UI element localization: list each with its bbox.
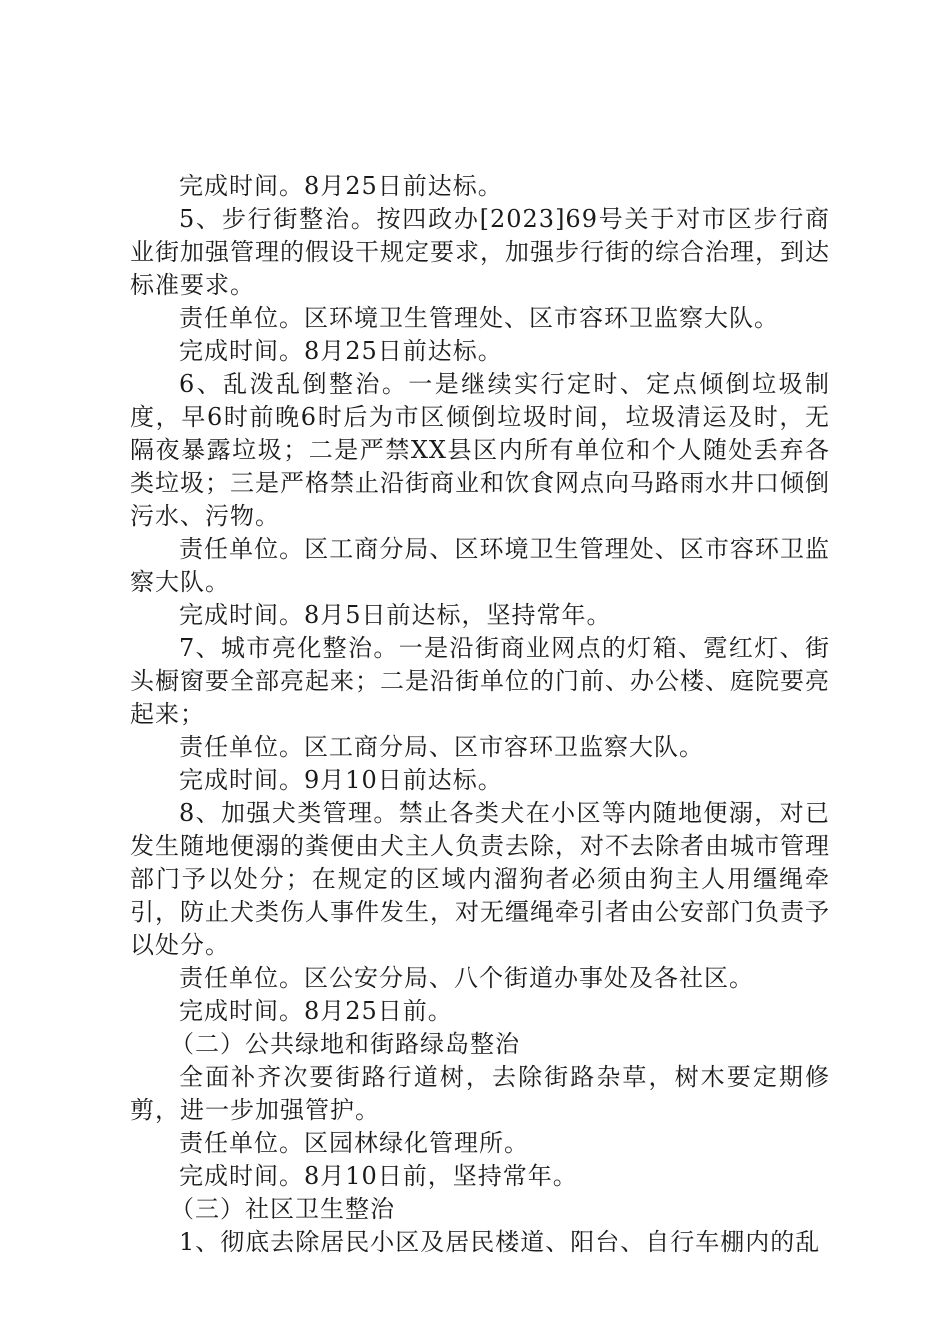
paragraph-responsible-unit-4: 责任单位。区公安分局、八个街道办事处及各社区。 [179,964,754,992]
paragraph-responsible-unit-3: 责任单位。区工商分局、区市容环卫监察大队。 [179,733,704,761]
paragraph-responsible-unit-1: 责任单位。区环境卫生管理处、区市容环卫监察大队。 [179,304,779,332]
paragraph-dog-management: 8、加强犬类管理。禁止各类犬在小区等内随地便溺，对已发生随地便溺的粪便由犬主人负责去除，对不去除者由城市管理部门予以处分；在规定的区域内溜狗者必须由狗主人用缰绳牵引，防止犬类伤人事件发生，对无缰绳牵引者由公安部门负责予以处分。 [130,799,830,959]
section-heading-green-space: （二）公共绿地和街路绿岛整治 [170,1030,520,1058]
paragraph-responsible-unit-5: 责任单位。区园林绿化管理所。 [179,1129,529,1157]
paragraph-completion-time-1: 完成时间。8月25日前达标。 [179,172,503,200]
paragraph-completion-time-4: 完成时间。9月10日前达标。 [179,766,503,794]
paragraph-completion-time-2: 完成时间。8月25日前达标。 [179,337,503,365]
paragraph-completion-time-5: 完成时间。8月25日前。 [179,997,453,1025]
paragraph-pedestrian-street: 5、步行街整治。按四政办[2023]69号关于对市区步行商业街加强管理的假设干规定要求，加强步行街的综合治理，到达标准要求。 [130,205,830,299]
paragraph-dumping-rectification: 6、乱泼乱倒整治。一是继续实行定时、定点倾倒垃圾制度，早6时前晚6时后为市区倾倒垃圾时间，垃圾清运及时，无隔夜暴露垃圾；二是严禁XX县区内所有单位和个人随处丢弃各类垃圾；三是严格禁止沿街商业和饮食网点向马路雨水井口倾倒污水、污物。 [130,370,830,530]
document-page [130,170,830,1259]
paragraph-lighting-rectification: 7、城市亮化整治。一是沿街商业网点的灯箱、霓红灯、街头橱窗要全部亮起来；二是沿街单位的门前、办公楼、庭院要亮起来； [130,634,830,728]
paragraph-residential-cleanup: 1、彻底去除居民小区及居民楼道、阳台、自行车棚内的乱 [179,1228,821,1256]
paragraph-street-trees: 全面补齐次要街路行道树，去除街路杂草，树木要定期修剪，进一步加强管护。 [130,1063,830,1124]
paragraph-responsible-unit-2: 责任单位。区工商分局、区环境卫生管理处、区市容环卫监察大队。 [130,535,830,596]
section-heading-community-hygiene: （三）社区卫生整治 [170,1195,395,1223]
paragraph-completion-time-3: 完成时间。8月5日前达标，坚持常年。 [179,601,612,629]
paragraph-completion-time-6: 完成时间。8月10日前，坚持常年。 [179,1162,578,1190]
